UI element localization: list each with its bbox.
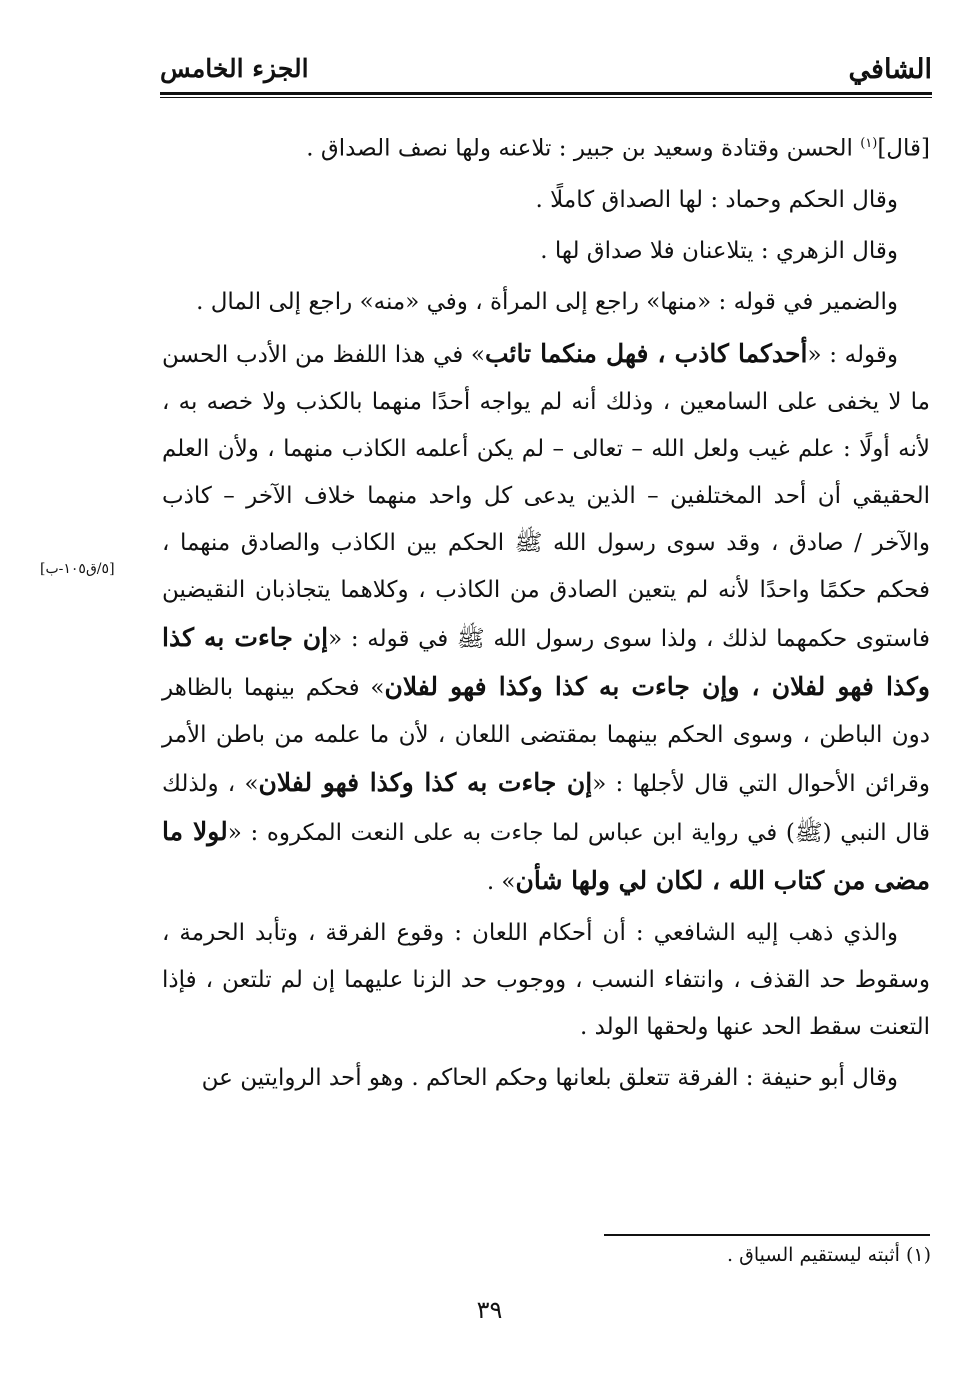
text-run: والضمير في قوله : «منها» راجع إلى المرأة ، وفي «منه» راجع إلى المال . [196, 288, 898, 315]
footnote: (١) أثبته ليستقيم السياق . [727, 1244, 931, 1266]
text-run: وقال الزهري : يتلاعنان فلا صداق لها . [540, 237, 898, 264]
text-run: » في هذا اللفظ من الأدب الحسن ما لا يخفى على السامعين ، وذلك أنه لم يواجه أحدًا منهما بالكذب ولا خصه به ، لأنه أولًا : علم غيب ولعل الله – تعالى – لم يكن أعلمه الكاذب منهما ، ولأن العلم الحقيقي أن أحد المختلفين – الذين يدعى كل واحد منهما خلاف الآخر – كاذب والآخر / صادق ، وقد سوى رسول الله ﷺ الحكم بين الكاذب والصادق منهما ، فحكم حكمًا واحدًا لأنه لم يتعين الصادق من الكاذب ، وكلاهما يتجاذبان النقيضين فاستوى حكمهما لذلك ، ولذا سوى رسول الله ﷺ في قوله : « [162, 341, 931, 652]
hadith-quote: إن جاءت به كذا وكذا فهو لفلان ، وإن جاءت به كذا وكذا فهو لفلان [162, 622, 931, 701]
header-rule-thick [160, 92, 932, 95]
paragraph [162, 228, 930, 275]
text-run: وقال الحكم وحماد : لها الصداق كاملًا . [535, 186, 898, 213]
header-book-title: الشافي [848, 54, 932, 85]
text-run: » ، ولذلك قال النبي (ﷺ) في رواية ابن عباس لما جاءت به على النعت المكروه : « [162, 770, 930, 846]
manuscript-folio-note: [٥/ق١٠٥-ب] [40, 561, 115, 577]
text-run: وقوله : « [807, 341, 898, 368]
paragraph [162, 279, 930, 326]
running-header [160, 48, 932, 92]
paragraph [162, 330, 930, 906]
text-run: » فحكم بينهما بالظاهر دون الباطن ، وسوى الحكم بينهما بمقتضى اللعان ، لأن ما علمه من باطن الأمر وقرائن الأحوال التي قال لأجلها : « [162, 674, 930, 797]
hadith-quote: إن جاءت به كذا وكذا فهو لفلان [258, 767, 593, 797]
paragraph [162, 1055, 930, 1102]
text-run: والذي ذهب إليه الشافعي : أن أحكام اللعان : وقوع الفرقة ، وتأبد الحرمة ، وسقوط حد القذف ، وانتفاء النسب ، ووجوب حد الزنا عليهما إن لم تلتعن ، فإذا التعنت سقط الحد عنها ولحقها الولد . [162, 919, 930, 1040]
text-run: » . [486, 868, 516, 895]
paragraph [162, 177, 930, 224]
paragraph [162, 120, 930, 173]
hadith-quote: أحدكما كاذب ، فهل منكما تائب [484, 338, 808, 368]
hadith-quote: لولا ما مضى من كتاب الله ، لكان لي ولها شأن [162, 816, 930, 895]
text-run: [قال] [877, 135, 930, 162]
footnote-rule [604, 1234, 930, 1236]
header-rule-thin [160, 97, 932, 98]
text-run: الحسن وقتادة وسعيد بن جبير : تلاعنه ولها نصف الصداق . [306, 135, 861, 162]
text-run: وقال أبو حنيفة : الفرقة تتعلق بلعانها وحكم الحاكم . وهو أحد الروايتين عن [201, 1064, 898, 1091]
main-text [162, 120, 930, 1106]
page-number: ٣٩ [476, 1296, 503, 1324]
paragraph [162, 910, 930, 1051]
footnote-marker: (١) [860, 136, 878, 151]
header-part-title: الجزء الخامس [160, 54, 309, 83]
